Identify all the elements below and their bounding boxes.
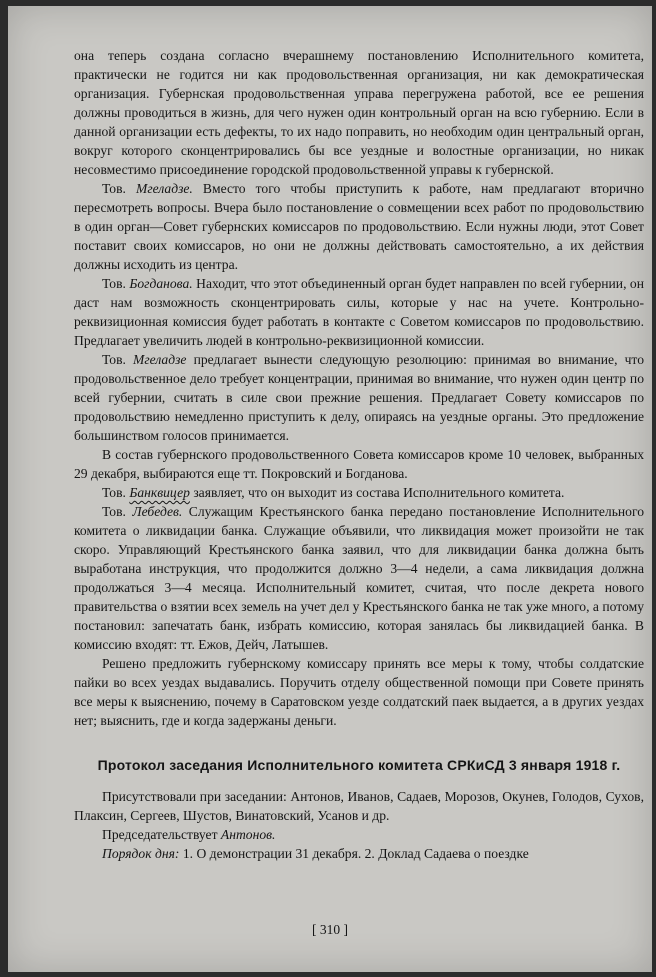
agenda-label: Порядок дня: — [102, 846, 180, 861]
page-number: [ 310 ] — [312, 922, 348, 937]
speaker-name: Лебедев. — [132, 504, 183, 519]
paragraph-text: предлагает вынести следующую резолюцию: принимая во внимание, что продовольственное дело требует концентрации, принимая во внимание, что нужен один центр по всей губернии, считать в силе свои прежние решения. Предлагает Совету комиссаров по продовольствию немедленно приступить к делу, опираясь на уездные органы. Это предложение большинством голосов принимается. — [74, 352, 644, 443]
paragraph-text: Служащим Крестьянского банка передано постановление Исполнительного комитета о ликвидации банка. Служащие объявили, что ликвидация может произойти не так скоро. Управляющий Крестьянского банка заявил, что для ликвидации банка должна быть выработана инструкция, что продолжится должно 3—4 недели, а сама ликвидация должна продолжаться 3—4 месяца. Исполнительный комитет, считая, что после декрета нового правительства о взятии всех земель на учет дел у Крестьянского банка не так уже много, а потому постановил: запечатать банк, избрать комиссию, которая занялась бы ликвидацией банка. В комиссию входят: тт. Ежов, Дейч, Латышев. — [74, 504, 644, 652]
paragraph-text: Находит, что этот объединенный орган будет направлен по всей губернии, он даст нам возможность сконцентрировать силы, которые у нас на учете. Контрольно-реквизиционная комиссия будет работать в контакте с Советом комиссаров по продовольствию. Предлагает увеличить людей в контрольно-реквизиционной комиссии. — [74, 276, 644, 348]
paragraph — [74, 179, 644, 274]
document-body — [74, 46, 644, 863]
paragraph: Присутствовали при заседании: Антонов, Иванов, Садаев, Морозов, Окунев, Голодов, Сухов, Плаксин, Сергеев, Шустов, Винатовский, Усанов и др. — [74, 789, 644, 823]
paragraph — [74, 274, 644, 350]
speaker-prefix: Тов. — [102, 276, 126, 291]
paragraph-text: Председательствует — [102, 827, 218, 842]
speaker-prefix: Тов. — [102, 181, 126, 196]
paragraph-text: заявляет, что он выходит из состава Исполнительного комитета. — [193, 485, 565, 500]
speaker-name: Мгеладзе — [133, 352, 187, 367]
section-heading: Протокол заседания Исполнительного комитета СРКиСД 3 января 1918 г. — [97, 757, 621, 773]
paragraph: В состав губернского продовольственного Совета комиссаров кроме 10 человек, выбранных 29 декабря, выбираются еще тт. Покровский и Богданова. — [74, 447, 644, 481]
speaker-name: Богданова. — [129, 276, 193, 291]
paragraph-text: 1. О демонстрации 31 декабря. 2. Доклад Садаева о поездке — [182, 846, 529, 861]
paragraph — [74, 825, 644, 844]
paragraph — [74, 502, 644, 654]
paragraph — [74, 483, 644, 502]
speaker-name: Мгеладзе. — [136, 181, 193, 196]
speaker-name: Банквицер — [129, 485, 190, 500]
paragraph: Решено предложить губернскому комиссару принять все меры к тому, чтобы солдатские пайки во всех уездах выдавались. Поручить отделу общественной помощи при Совете принять все меры к выяснению, почему в Саратовском уезде солдатский паек выдается, а в других уездах нет; выяснить, где и когда задержаны деньги. — [74, 656, 644, 728]
document-page — [8, 6, 652, 972]
paragraph — [74, 350, 644, 445]
speaker-prefix: Тов. — [102, 352, 126, 367]
paragraph-text: Вместо того чтобы приступить к работе, нам предлагают вторично пересмотреть вопросы. Вчера было постановление о совмещении всех работ по продовольствию в один орган—Совет губернских комиссаров по продовольствию. Если нужны люди, этот Совет поставит своих комиссаров, но они не должны действовать самостоятельно, а их действия должны исходить из центра. — [74, 181, 644, 272]
speaker-prefix: Тов. — [102, 504, 126, 519]
speaker-prefix: Тов. — [102, 485, 126, 500]
chair-name: Антонов. — [220, 827, 276, 842]
paragraph: она теперь создана согласно вчерашнему постановлению Исполнительного комитета, практически не годится ни как продовольственная организация, ни как демократическая организация. Губернская продовольственная управа перегружена работой, все ее решения должны проводиться в жизнь, для чего нужен один контрольный орган на всю губернию. Если в данной организации есть дефекты, то их надо поправить, но необходим один центральный орган, вокруг которого сконцентрировались бы все уездные и волостные организации, но никак несовместимо присоединение городской продовольственной управы к губернской. — [74, 48, 644, 177]
paragraph — [74, 844, 644, 863]
